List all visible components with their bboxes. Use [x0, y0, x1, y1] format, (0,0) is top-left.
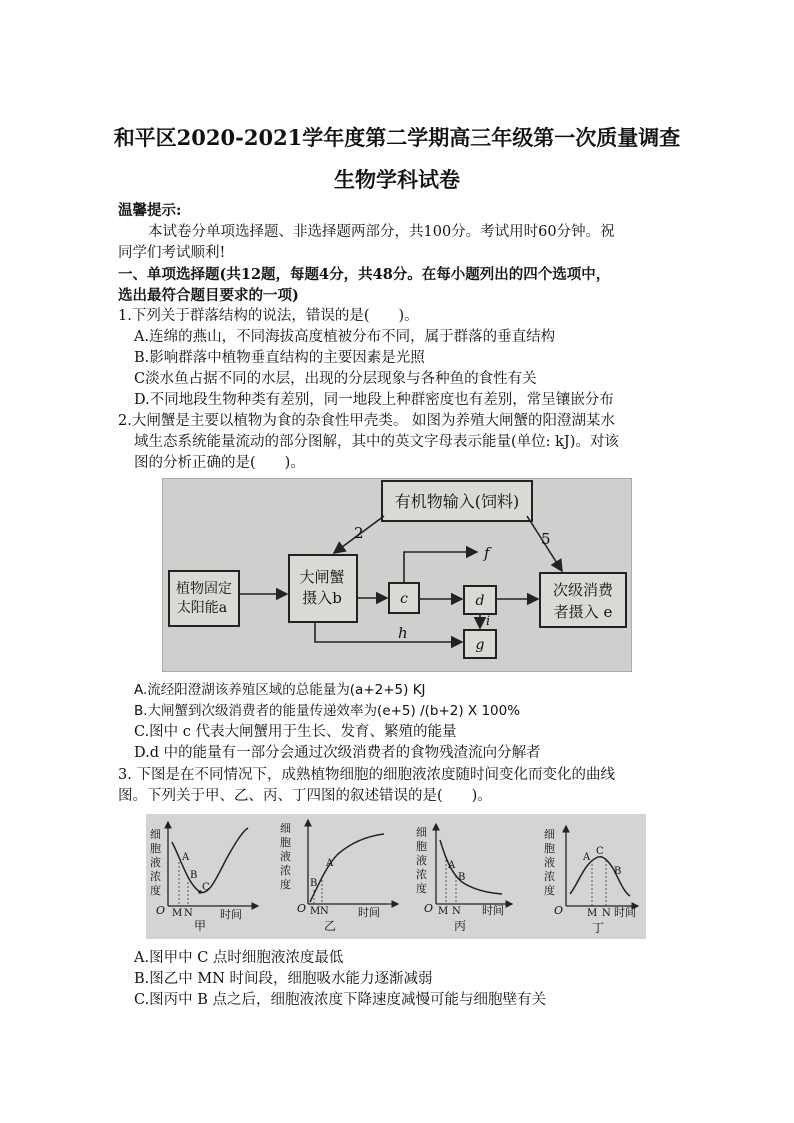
arrow-label-2: 2 — [354, 524, 364, 542]
bing-ylabel-5: 度 — [416, 882, 427, 895]
yi-name: 乙 — [324, 919, 337, 933]
q2-stem-line-1: 2.大闸蟹是主要以植物为食的杂食性甲壳类。 如图为养殖大闸蟹的阳澄湖某水 — [118, 413, 615, 429]
bing-name: 丙 — [454, 919, 467, 933]
concentration-graphs — [146, 814, 646, 939]
arrow-label-h: h — [398, 624, 408, 642]
ding-point-a: A — [583, 852, 591, 863]
d-label: d — [475, 593, 485, 609]
q1-option-d: D.不同地段生物种类有差别，同一地段上种群密度也有差别，常呈镶嵌分布 — [134, 392, 614, 408]
jia-origin: O — [156, 904, 166, 917]
jia-point-b: B — [190, 870, 198, 881]
yi-n: N — [320, 906, 329, 917]
yi-origin: O — [297, 902, 307, 915]
tips-line-2: 同学们考试顺利! — [118, 245, 226, 261]
q1-stem: 1.下列关于群落结构的说法，错误的是( )。 — [118, 308, 419, 324]
q2-option-a: A.流经阳澄湖该养殖区域的总能量为(a+2+5) KJ — [134, 682, 426, 698]
q2-option-b: B.大闸蟹到次级消费者的能量传递效率为(e+5) /(b+2) X 100% — [134, 703, 521, 719]
g-label: g — [475, 637, 485, 653]
ding-ylabel-3: 液 — [544, 856, 555, 869]
ding-name: 丁 — [592, 921, 605, 935]
q2-stem-line-3: 图的分析正确的是( )。 — [134, 455, 305, 471]
q3-stem-line-1: 3. 下图是在不同情况下，成熟植物细胞的细胞液浓度随时间变化而变化的曲线 — [118, 767, 615, 783]
crab-label-2: 摄入b — [302, 589, 342, 607]
yi-m: M — [310, 906, 321, 917]
ding-ylabel-4: 浓 — [544, 870, 555, 883]
jia-point-a: A — [182, 852, 190, 863]
bing-point-a: A — [448, 860, 456, 871]
yi-point-a: A — [326, 858, 334, 869]
feed-label: 有机物输入(饲料) — [394, 492, 520, 511]
q3-option-b: B.图乙中 MN 时间段，细胞吸水能力逐渐减弱 — [134, 971, 433, 987]
bing-m: M — [438, 906, 449, 917]
section-heading-line-1: 一、单项选择题(共12题，每题4分，共48分。在每小题列出的四个选项中， — [118, 266, 611, 283]
bing-n: N — [452, 906, 461, 917]
bing-ylabel-2: 胞 — [416, 840, 427, 853]
ding-ylabel-5: 度 — [544, 884, 555, 897]
section-heading-line-2: 选出最符合题目要求的一项) — [118, 287, 299, 304]
jia-m: M — [172, 908, 183, 919]
yi-ylabel-2: 胞 — [280, 836, 291, 849]
ding-m: M — [587, 908, 598, 919]
q1-option-c: C淡水鱼占据不同的水层，出现的分层现象与各种鱼的食性有关 — [134, 371, 537, 387]
yi-ylabel-4: 浓 — [280, 864, 291, 877]
secondary-label-2: 者摄入 e — [553, 603, 613, 621]
bing-origin: O — [424, 902, 434, 915]
arrow-label-5: 5 — [541, 530, 551, 548]
jia-name: 甲 — [194, 919, 207, 933]
arrow-label-i: i — [486, 614, 491, 629]
bing-ylabel-4: 浓 — [416, 868, 427, 881]
plant-label-2: 太阳能a — [176, 600, 228, 616]
bing-ylabel-3: 液 — [416, 854, 427, 867]
secondary-label-1: 次级消费 — [552, 581, 614, 599]
yi-point-b: B — [310, 878, 318, 889]
yi-ylabel-1: 细 — [280, 822, 291, 835]
ding-origin: O — [554, 904, 564, 917]
bing-point-b: B — [458, 872, 466, 883]
crab-label-1: 大闸蟹 — [299, 568, 345, 586]
jia-ylabel-5: 度 — [150, 884, 161, 897]
bing-xlabel: 时间 — [482, 904, 504, 917]
c-label: c — [400, 591, 408, 607]
jia-n: N — [184, 908, 193, 919]
arrow-label-f: f — [484, 544, 490, 562]
yi-ylabel-3: 液 — [280, 850, 291, 863]
tips-line-1: 本试卷分单项选择题、非选择题两部分，共100分。考试用时60分钟。祝 — [148, 224, 615, 240]
jia-ylabel-4: 浓 — [150, 870, 161, 883]
plant-box — [169, 571, 239, 626]
q2-option-d: D.d 中的能量有一部分会通过次级消费者的食物残渣流向分解者 — [134, 745, 541, 761]
yi-xlabel: 时间 — [358, 906, 380, 919]
ding-ylabel-2: 胞 — [544, 842, 555, 855]
q2-stem-line-2: 域生态系统能量流动的部分图解，其中的英文字母表示能量(单位: kJ)。对该 — [134, 434, 619, 450]
jia-ylabel-3: 液 — [150, 856, 161, 869]
jia-point-c: C — [202, 882, 210, 893]
jia-ylabel-2: 胞 — [150, 842, 161, 855]
tips-heading: 温馨提示: — [118, 202, 182, 219]
page-title: 和平区2020-2021学年度第二学期高三年级第一次质量调查 — [113, 125, 681, 150]
energy-flow-diagram — [162, 478, 632, 672]
bing-ylabel-1: 细 — [416, 826, 427, 839]
q1-option-b: B.影响群落中植物垂直结构的主要因素是光照 — [134, 350, 425, 366]
ding-n: N — [602, 908, 611, 919]
ding-ylabel-1: 细 — [544, 828, 555, 841]
ding-point-b: B — [614, 866, 622, 877]
jia-ylabel-1: 细 — [150, 828, 161, 841]
q3-stem-line-2: 图。下列关于甲、乙、丙、丁四图的叙述错误的是( )。 — [118, 788, 492, 804]
plant-label-1: 植物固定 — [176, 581, 232, 597]
ding-point-c: C — [596, 846, 604, 857]
jia-xlabel: 时间 — [220, 908, 242, 921]
q1-option-a: A.连绵的燕山，不同海拔高度植被分布不同，属于群落的垂直结构 — [134, 329, 556, 345]
page-subtitle: 生物学科试卷 — [334, 167, 460, 192]
ding-xlabel: 时间 — [614, 906, 636, 919]
yi-ylabel-5: 度 — [280, 878, 291, 891]
q3-option-c: C.图丙中 B 点之后，细胞液浓度下降速度减慢可能与细胞壁有关 — [134, 992, 547, 1008]
q2-option-c: C.图中 c 代表大闸蟹用于生长、发育、繁殖的能量 — [134, 724, 457, 740]
q3-option-a: A.图甲中 C 点时细胞液浓度最低 — [134, 950, 344, 966]
